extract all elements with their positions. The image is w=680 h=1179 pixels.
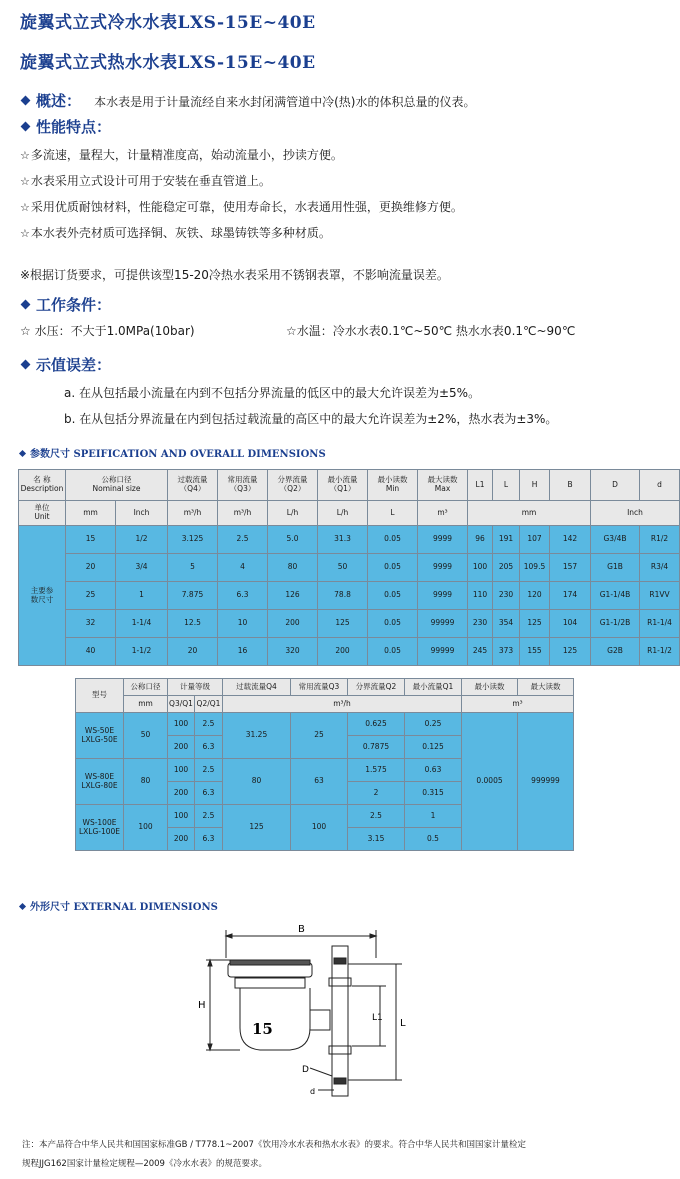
data-cell: 100 — [124, 805, 168, 851]
data-cell: 245 — [468, 638, 493, 666]
data-cell: 20 — [168, 638, 218, 666]
data-cell: 0.5 — [405, 828, 462, 851]
external-dimension-drawing — [180, 918, 440, 1108]
errors-heading: 示值误差： — [18, 354, 111, 375]
data-cell: 6.3 — [218, 582, 268, 610]
model-header-row — [76, 679, 574, 696]
data-cell: 155 — [520, 638, 550, 666]
data-cell: 63 — [291, 759, 348, 805]
data-cell: 110 — [468, 582, 493, 610]
data-cell: 31.3 — [318, 526, 368, 554]
data-cell: 107 — [520, 526, 550, 554]
diamond-bullet-icon — [21, 122, 31, 132]
data-cell: 354 — [493, 610, 520, 638]
data-cell: 4 — [218, 554, 268, 582]
unit-cell: mm — [468, 501, 591, 526]
data-cell: 80 — [124, 759, 168, 805]
data-cell: 200 — [268, 610, 318, 638]
temperature-text: ☆水温：冷水水表0.1℃~50℃ 热水水表0.1℃~90℃ — [286, 324, 576, 338]
data-cell: G2B — [591, 638, 640, 666]
label-size: 15 — [252, 1020, 273, 1038]
data-cell: 25 — [291, 713, 348, 759]
data-cell: 6.3 — [195, 782, 223, 805]
star-icon: ☆ — [20, 227, 30, 240]
data-cell: 100 — [168, 713, 195, 736]
data-cell: 7.875 — [168, 582, 218, 610]
data-cell: G1B — [591, 554, 640, 582]
unit-cell: L/h — [318, 501, 368, 526]
data-cell: 50 — [124, 713, 168, 759]
error-a: a. 在从包括最小流量在内到不包括分界流量的低区中的最大允许误差为±5%。 — [64, 386, 481, 400]
data-cell: 125 — [550, 638, 591, 666]
table-row — [19, 554, 680, 582]
diamond-bullet-icon — [19, 450, 26, 457]
data-cell: 126 — [268, 582, 318, 610]
data-cell: R1-1/4 — [640, 610, 680, 638]
header-cell: L1 — [468, 470, 493, 501]
data-cell: R1/2 — [640, 526, 680, 554]
data-cell: 15 — [66, 526, 116, 554]
data-cell: 157 — [550, 554, 591, 582]
data-cell: 78.8 — [318, 582, 368, 610]
footnote-line1: 注：本产品符合中华人民共和国国家标准GB / T778.1~2007《饮用冷水水表和热水水表》的要求。符合中华人民共和国国家计量检定 — [22, 1140, 526, 1150]
external-heading: 外形尺寸 EXTERNAL DIMENSIONS — [18, 898, 218, 913]
unit-cell: mm — [66, 501, 116, 526]
diamond-bullet-icon — [21, 96, 31, 106]
data-cell: 0.05 — [368, 638, 418, 666]
table-row — [19, 610, 680, 638]
header-cell: d — [640, 470, 680, 501]
data-cell: 80 — [268, 554, 318, 582]
header-cell: D — [591, 470, 640, 501]
unit-cell: Q2/Q1 — [195, 696, 223, 713]
data-cell: 100 — [168, 805, 195, 828]
header-cell: 过载流量Q4 — [223, 679, 291, 696]
data-cell: 32 — [66, 610, 116, 638]
header-cell: 公称口径 — [124, 679, 168, 696]
data-cell: 230 — [468, 610, 493, 638]
pressure-text: ☆ 水压：不大于1.0MPa(10bar) — [20, 324, 195, 338]
data-cell: 16 — [218, 638, 268, 666]
data-cell: 99999 — [418, 610, 468, 638]
unit-cell: m³/h — [168, 501, 218, 526]
unit-cell: m³ — [418, 501, 468, 526]
header-cell: L — [493, 470, 520, 501]
data-cell: 104 — [550, 610, 591, 638]
data-cell: 0.7875 — [348, 736, 405, 759]
header-cell: 计量等级 — [168, 679, 223, 696]
data-cell: 0.05 — [368, 610, 418, 638]
data-cell: 10 — [218, 610, 268, 638]
header-cell: 最小读数 Min — [368, 470, 418, 501]
data-cell: 320 — [268, 638, 318, 666]
data-cell: 40 — [66, 638, 116, 666]
data-cell: 3/4 — [116, 554, 168, 582]
data-cell: 1-1/4 — [116, 610, 168, 638]
label-h: H — [198, 1000, 206, 1011]
meter-body — [240, 988, 310, 1050]
spec-unit-row — [19, 501, 680, 526]
data-cell: 25 — [66, 582, 116, 610]
data-cell: 6.3 — [195, 828, 223, 851]
model-name-cell: WS-50E LXLG-50E — [76, 713, 124, 759]
feature-item: ☆采用优质耐蚀材料，性能稳定可靠，使用寿命长，水表通用性强，更换维修方便。 — [20, 200, 463, 214]
data-cell: R1-1/2 — [640, 638, 680, 666]
data-cell: 0.05 — [368, 526, 418, 554]
model-table — [75, 678, 574, 851]
star-icon: ☆ — [20, 175, 30, 188]
overview-row — [18, 90, 475, 111]
data-cell: 0.125 — [405, 736, 462, 759]
data-cell: 6.3 — [195, 736, 223, 759]
label-d-lower: d — [310, 1087, 316, 1096]
data-cell: 0.63 — [405, 759, 462, 782]
data-cell: 200 — [318, 638, 368, 666]
unit-cell: Q3/Q1 — [168, 696, 195, 713]
data-cell: 1 — [405, 805, 462, 828]
label-l: L — [400, 1018, 406, 1029]
data-cell: 142 — [550, 526, 591, 554]
header-cell: 最小读数 — [462, 679, 518, 696]
group-label-cell: 主要参 数尺寸 — [19, 526, 66, 666]
features-remark: ※根据订货要求，可提供该型15-20冷热水表采用不锈钢表罩，不影响流量误差。 — [20, 268, 449, 282]
unit-cell: 单位 Unit — [19, 501, 66, 526]
data-cell: 191 — [493, 526, 520, 554]
data-cell: 2.5 — [195, 713, 223, 736]
unit-cell: m³/h — [223, 696, 462, 713]
header-cell: 公称口径 Nominal size — [66, 470, 168, 501]
error-b: b. 在从包括分界流量在内到包括过载流量的高区中的最大允许误差为±2%，热水表为±3%。 — [64, 412, 558, 426]
data-cell: 200 — [168, 736, 195, 759]
header-cell: 名 称 Description — [19, 470, 66, 501]
unit-cell: L — [368, 501, 418, 526]
model-name-cell: WS-80E LXLG-80E — [76, 759, 124, 805]
footnote-line2: 规程JJG162国家计量检定规程—2009《冷水水表》的规范要求。 — [22, 1159, 267, 1169]
data-cell: 100 — [291, 805, 348, 851]
header-cell: 常用流量Q3 — [291, 679, 348, 696]
data-cell: R1VV — [640, 582, 680, 610]
data-cell: 174 — [550, 582, 591, 610]
data-cell: 230 — [493, 582, 520, 610]
data-cell: 50 — [318, 554, 368, 582]
header-cell: 最大读数 — [518, 679, 574, 696]
unit-cell: Inch — [116, 501, 168, 526]
conditions-heading: 工作条件： — [18, 294, 111, 315]
data-cell: 3.15 — [348, 828, 405, 851]
unit-cell: mm — [124, 696, 168, 713]
diamond-bullet-icon — [19, 903, 26, 910]
data-cell: 9999 — [418, 582, 468, 610]
data-cell: 1/2 — [116, 526, 168, 554]
model-unit-row — [76, 696, 574, 713]
data-cell: G1-1/2B — [591, 610, 640, 638]
table-row — [19, 582, 680, 610]
header-cell: 最大读数 Max — [418, 470, 468, 501]
data-cell: 9999 — [418, 526, 468, 554]
data-cell: 5 — [168, 554, 218, 582]
label-d-upper: D — [302, 1065, 309, 1075]
data-cell: G1-1/4B — [591, 582, 640, 610]
data-cell: 80 — [223, 759, 291, 805]
data-cell: 0.05 — [368, 554, 418, 582]
data-cell: 2.5 — [195, 759, 223, 782]
data-cell: 0.315 — [405, 782, 462, 805]
data-cell: 9999 — [418, 554, 468, 582]
header-cell: 分界流量Q2 — [348, 679, 405, 696]
data-cell: 2.5 — [348, 805, 405, 828]
data-cell: G3/4B — [591, 526, 640, 554]
data-cell: 31.25 — [223, 713, 291, 759]
header-cell: 分界流量 （Q2） — [268, 470, 318, 501]
data-cell: 125 — [520, 610, 550, 638]
header-cell: 常用流量 （Q3） — [218, 470, 268, 501]
spec-table — [18, 469, 680, 666]
data-cell: 96 — [468, 526, 493, 554]
overview-text: 本水表是用于计量流经自来水封闭满管道中冷(热)水的体积总量的仪表。 — [94, 95, 476, 109]
data-cell: 99999 — [418, 638, 468, 666]
star-icon: ☆ — [20, 149, 30, 162]
data-cell: 100 — [468, 554, 493, 582]
data-cell: 205 — [493, 554, 520, 582]
unit-cell: L/h — [268, 501, 318, 526]
data-cell: 12.5 — [168, 610, 218, 638]
data-cell: 0.0005 — [462, 713, 518, 851]
data-cell: 2.5 — [218, 526, 268, 554]
data-cell: 200 — [168, 828, 195, 851]
data-cell: R3/4 — [640, 554, 680, 582]
diamond-bullet-icon — [21, 360, 31, 370]
diamond-bullet-icon — [21, 300, 31, 310]
data-cell: 20 — [66, 554, 116, 582]
data-cell: 109.5 — [520, 554, 550, 582]
data-cell: 5.0 — [268, 526, 318, 554]
feature-item: ☆本水表外壳材质可选择铜、灰铁、球墨铸铁等多种材质。 — [20, 226, 331, 240]
data-cell: 0.625 — [348, 713, 405, 736]
table-row — [76, 713, 574, 736]
data-cell: 0.05 — [368, 582, 418, 610]
spec-heading: 参数尺寸 SPEIFICATION AND OVERALL DIMENSIONS — [18, 445, 326, 460]
data-cell: 999999 — [518, 713, 574, 851]
unit-cell: Inch — [591, 501, 680, 526]
header-cell: 过载流量 （Q4） — [168, 470, 218, 501]
data-cell: 1 — [116, 582, 168, 610]
header-cell: 型号 — [76, 679, 124, 713]
table-row — [19, 526, 680, 554]
data-cell: 100 — [168, 759, 195, 782]
data-cell: 125 — [223, 805, 291, 851]
header-cell: 最小流量 （Q1） — [318, 470, 368, 501]
label-b: B — [298, 924, 305, 935]
data-cell: 200 — [168, 782, 195, 805]
unit-cell: m³/h — [218, 501, 268, 526]
unit-cell: m³ — [462, 696, 574, 713]
data-cell: 1-1/2 — [116, 638, 168, 666]
data-cell: 3.125 — [168, 526, 218, 554]
title-cold: 旋翼式立式冷水水表LXS-15E~40E — [20, 13, 316, 33]
header-cell: H — [520, 470, 550, 501]
table-row — [19, 638, 680, 666]
header-cell: B — [550, 470, 591, 501]
data-cell: 2.5 — [195, 805, 223, 828]
star-icon: ☆ — [20, 201, 30, 214]
spec-header-row — [19, 470, 680, 501]
data-cell: 1.575 — [348, 759, 405, 782]
model-name-cell: WS-100E LXLG-100E — [76, 805, 124, 851]
data-cell: 125 — [318, 610, 368, 638]
features-heading: 性能特点： — [18, 116, 111, 137]
data-cell: 2 — [348, 782, 405, 805]
feature-item: ☆多流速，量程大，计量精准度高，始动流量小，抄读方便。 — [20, 148, 343, 162]
feature-item: ☆水表采用立式设计可用于安装在垂直管道上。 — [20, 174, 271, 188]
label-l1: L1 — [372, 1013, 383, 1023]
data-cell: 373 — [493, 638, 520, 666]
data-cell: 120 — [520, 582, 550, 610]
overview-label: 概述： — [36, 92, 82, 110]
header-cell: 最小流量Q1 — [405, 679, 462, 696]
title-hot: 旋翼式立式热水水表LXS-15E~40E — [20, 53, 316, 73]
data-cell: 0.25 — [405, 713, 462, 736]
